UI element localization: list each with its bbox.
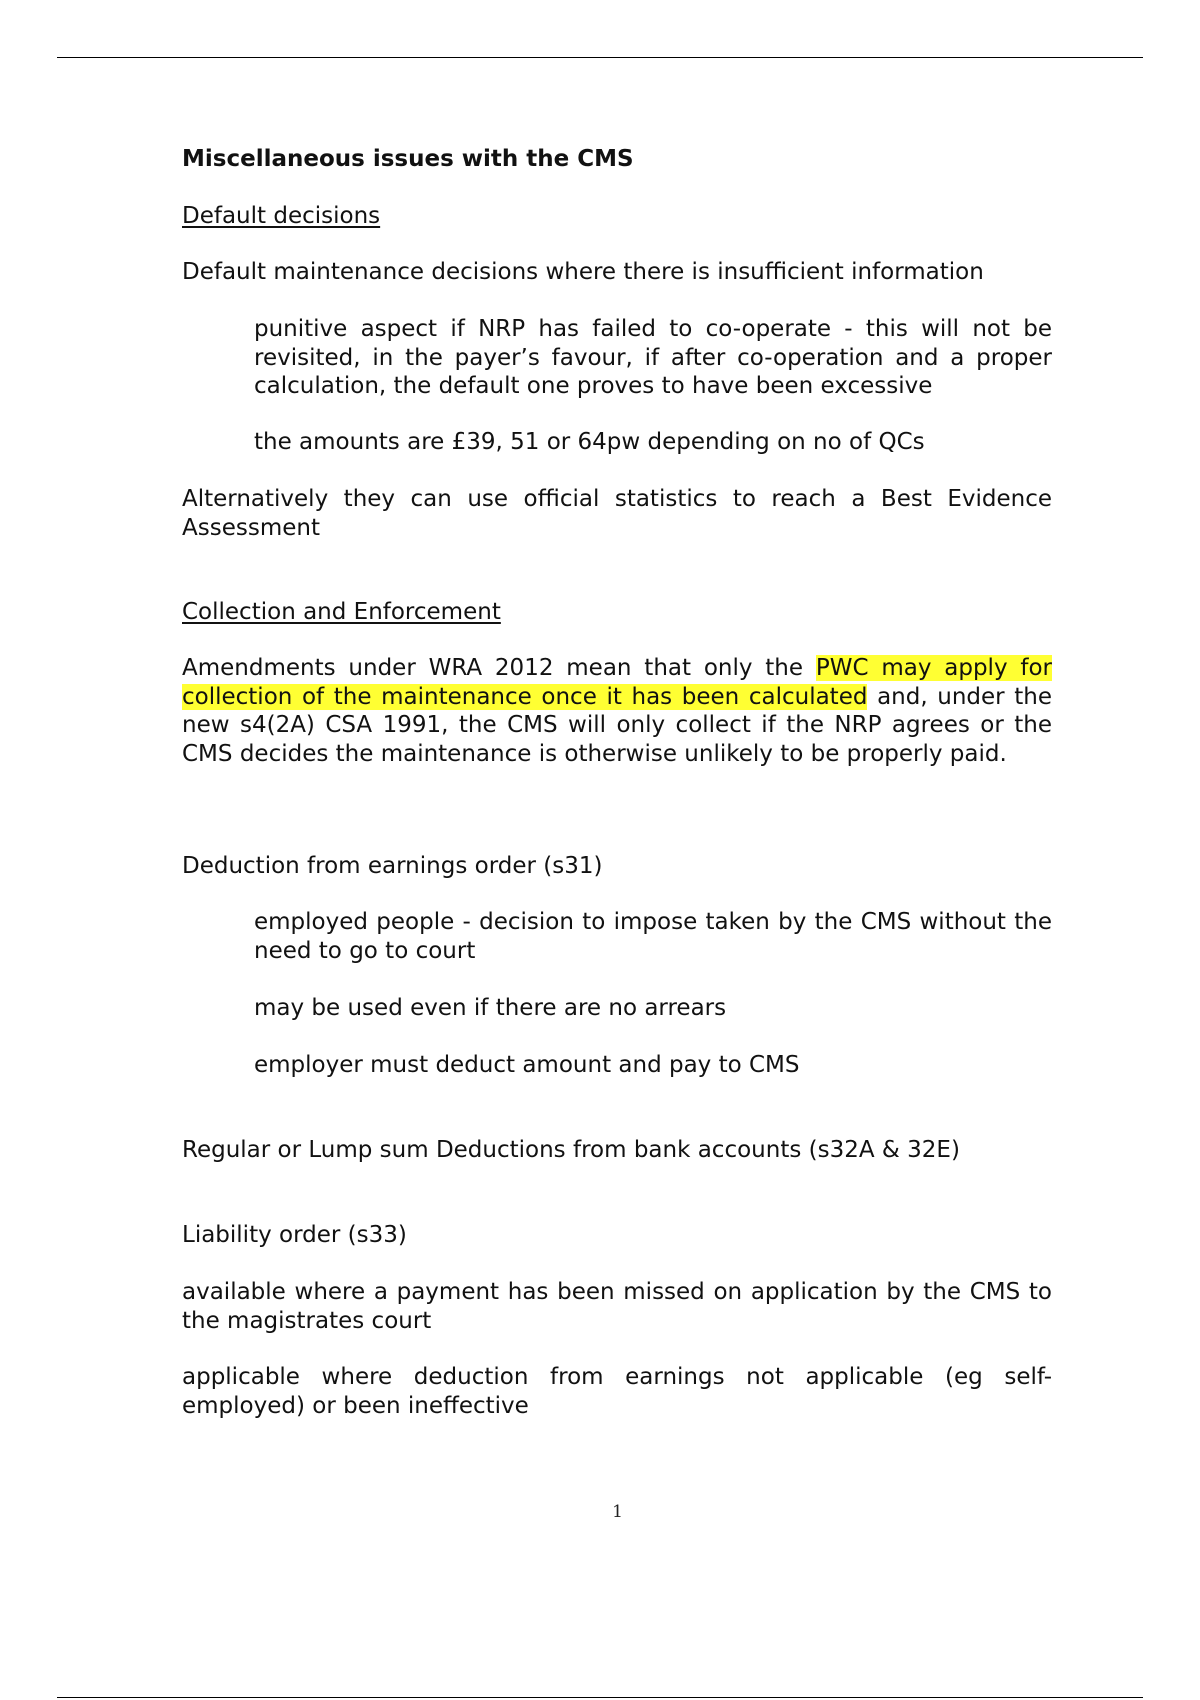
liability-point-applicable: applicable where deduction from earnings not applicable (eg self-employed) or been ineffective (182, 1364, 1052, 1419)
collection-heading-text: Collection and Enforcement (182, 599, 501, 625)
top-rule (57, 57, 1143, 58)
collection-text-after: and, under the new s4(2A) CSA 1991, the CMS will only collect if the NRP agrees or the CMS decides the maintenance is otherwise unlikely to be properly paid. (182, 683, 1053, 767)
collection-paragraph (182, 654, 1052, 768)
deduction-point-employed: employed people - decision to impose taken by the CMS without the need to go to court (254, 909, 1052, 964)
bottom-rule (57, 1697, 1143, 1698)
default-decisions-intro: Default maintenance decisions where there is insufficient information (182, 259, 984, 285)
liability-heading: Liability order (s33) (182, 1222, 407, 1248)
default-decisions-heading-text: Default decisions (182, 203, 381, 229)
deduction-point-employer: employer must deduct amount and pay to CMS (254, 1052, 800, 1078)
default-point-punitive: punitive aspect if NRP has failed to co-operate - this will not be revisited, in the payer’s favour, if after co-operation and a proper calculation, the default one proves to have been excessive (254, 316, 1052, 399)
deduction-heading: Deduction from earnings order (s31) (182, 853, 603, 879)
bank-deductions-line: Regular or Lump sum Deductions from bank accounts (s32A & 32E) (182, 1137, 960, 1163)
page-number: 1 (612, 1502, 623, 1522)
section-heading-collection (182, 598, 1052, 627)
highlighted-text: PWC may apply for collection of the maintenance once it has been calculated (182, 655, 1052, 710)
default-point-amounts: the amounts are £39, 51 or 64pw depending on no of QCs (254, 429, 925, 455)
document-title: Miscellaneous issues with the CMS (182, 146, 634, 172)
collection-text-before: Amendments under WRA 2012 mean that only the (182, 655, 816, 681)
best-evidence-paragraph: Alternatively they can use official statistics to reach a Best Evidence Assessment (182, 486, 1052, 541)
liability-point-available: available where a payment has been missed on application by the CMS to the magistrates court (182, 1279, 1052, 1334)
section-heading-default-decisions (182, 202, 1052, 231)
deduction-point-arrears: may be used even if there are no arrears (254, 995, 727, 1021)
